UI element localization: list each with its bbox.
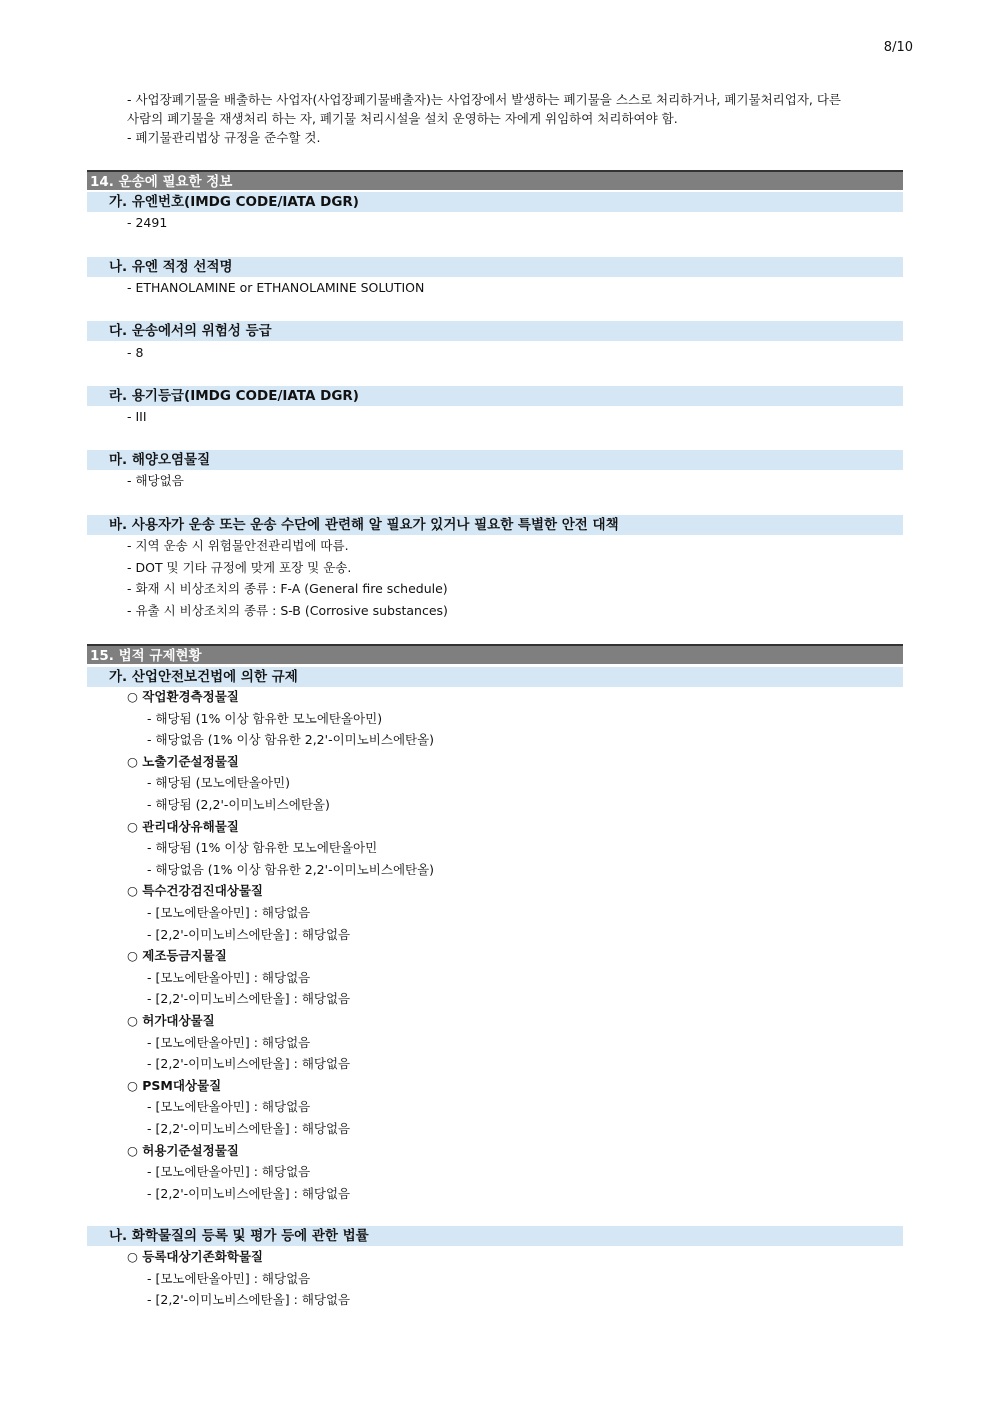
list-item: - 8: [127, 345, 144, 360]
regulation-category: ○ 작업환경측정물질: [127, 689, 239, 704]
list-item: - 해당없음: [127, 473, 184, 488]
list-item: - [2,2'-이미노비스에탄올] : 해당없음: [147, 926, 351, 942]
list-item: - 해당됨 (모노에탄올아민): [147, 775, 290, 791]
list-item: - 해당없음 (1% 이상 함유한 2,2'-이미노비스에탄올): [147, 861, 435, 877]
list-item: - [2,2'-이미노비스에탄올] : 해당없음: [147, 1056, 351, 1072]
list-item: - [모노에탄올아민] : 해당없음: [147, 905, 311, 920]
subsection-marine-pollutant: 마. 해양오염물질: [87, 450, 903, 470]
list-item: - [모노에탄올아민] : 해당없음: [147, 1164, 311, 1180]
list-item: - DOT 및 기타 규정에 맞게 포장 및 운송.: [127, 560, 352, 575]
regulation-category: ○ 등록대상기존화학물질: [127, 1249, 264, 1264]
intro-line: - 사업장폐기물을 배출하는 사업자(사업장폐기물배출자)는 사업장에서 발생하는 폐기물을 스스로 처리하거나, 폐기물처리업자, 다른: [127, 92, 841, 107]
subsection-special-precautions: 바. 사용자가 운송 또는 운송 수단에 관련해 알 필요가 있거나 필요한 특별한 안전 대책: [87, 515, 903, 535]
list-item: - [2,2'-이미노비스에탄올] : 해당없음: [147, 1121, 351, 1136]
subsection-shipping-name: 나. 유엔 적정 선적명: [87, 257, 903, 277]
section-15-header: 15. 법적 규제현황: [87, 644, 903, 664]
list-item: - [2,2'-이미노비스에탄올] : 해당없음: [147, 1292, 351, 1308]
list-item: - 해당됨 (1% 이상 함유한 모노에탄올아민): [147, 710, 383, 726]
list-item: - [2,2'-이미노비스에탄올] : 해당없음: [147, 991, 351, 1007]
list-item: - [모노에탄올아민] : 해당없음: [147, 969, 311, 985]
intro-line: - 폐기물관리법상 규정을 준수할 것.: [127, 130, 321, 145]
page-number: 8/10: [883, 40, 913, 55]
list-item: - 2491: [127, 215, 168, 230]
intro-line: 사람의 폐기물을 재생처리 하는 자, 폐기물 처리시설을 설치 운영하는 자에게 위임하여 처리하여야 함.: [127, 111, 678, 126]
subsection-osh-act: 가. 산업안전보건법에 의한 규제: [87, 667, 903, 687]
list-item: - 지역 운송 시 위험물안전관리법에 따름.: [127, 538, 349, 553]
list-item: - 해당됨 (2,2'-이미노비스에탄올): [147, 797, 330, 812]
list-item: - [모노에탄올아민] : 해당없음: [147, 1099, 311, 1115]
list-item: - 화재 시 비상조치의 종류 : F-A (General fire schedule): [127, 581, 448, 596]
section-14-header: 14. 운송에 필요한 정보: [87, 170, 903, 190]
subsection-un-number: 가. 유엔번호(IMDG CODE/IATA DGR): [87, 192, 903, 212]
list-item: - 해당됨 (1% 이상 함유한 모노에탄올아민: [147, 840, 378, 856]
subsection-hazard-class: 다. 운송에서의 위험성 등급: [87, 321, 903, 341]
subsection-chemical-registration: 나. 화학물질의 등록 및 평가 등에 관한 법률: [87, 1226, 903, 1246]
regulation-category: ○ 허가대상물질: [127, 1013, 215, 1028]
list-item: - [모노에탄올아민] : 해당없음: [147, 1034, 311, 1050]
list-item: - 유출 시 비상조치의 종류 : S-B (Corrosive substances): [127, 603, 448, 618]
list-item: - ETHANOLAMINE or ETHANOLAMINE SOLUTION: [127, 280, 425, 295]
list-item: - III: [127, 409, 147, 424]
list-item: - [2,2'-이미노비스에탄올] : 해당없음: [147, 1185, 351, 1201]
regulation-category: ○ 노출기준설정물질: [127, 753, 239, 769]
regulation-category: ○ 관리대상유해물질: [127, 818, 239, 834]
regulation-category: ○ 허용기준설정물질: [127, 1142, 239, 1158]
regulation-category: ○ PSM대상물질: [127, 1077, 222, 1093]
list-item: - [모노에탄올아민] : 해당없음: [147, 1270, 311, 1286]
list-item: - 해당없음 (1% 이상 함유한 2,2'-이미노비스에탄올): [147, 732, 435, 748]
regulation-category: ○ 제조등금지물질: [127, 948, 227, 964]
subsection-packing-group: 라. 용기등급(IMDG CODE/IATA DGR): [87, 386, 903, 406]
regulation-category: ○ 특수건강검진대상물질: [127, 883, 264, 899]
